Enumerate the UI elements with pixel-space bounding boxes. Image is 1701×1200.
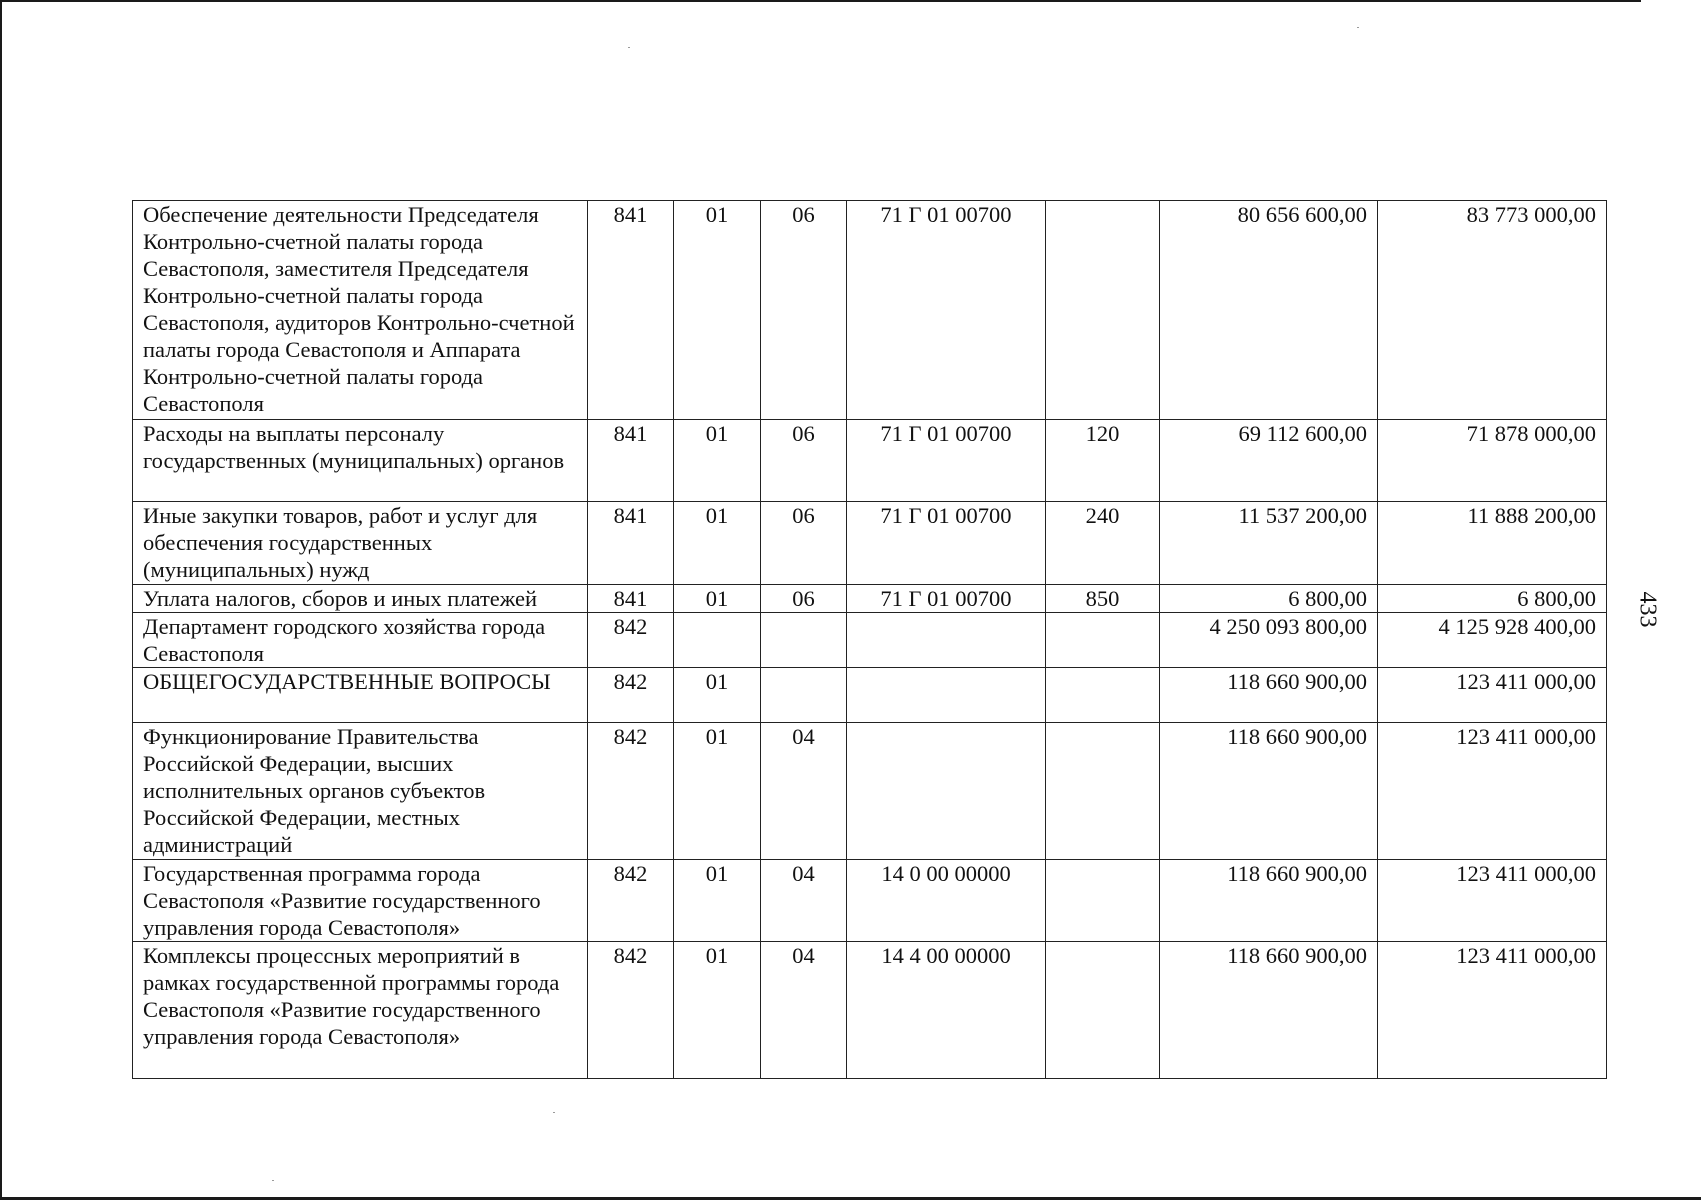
row-name-cell: Иные закупки товаров, работ и услуг для обеспечения государственных (муниципальных) нужд	[133, 502, 588, 585]
table-row	[133, 502, 1607, 585]
expense-type-cell: 120	[1046, 420, 1160, 502]
row-name-cell: Функционирование Правительства Российской Федерации, высших исполнительных органов субъектов Российской Федерации, местных администраций	[133, 723, 588, 860]
section-code-cell: 01	[674, 668, 761, 723]
section-code-cell: 01	[674, 420, 761, 502]
amount-2-cell: 123 411 000,00	[1378, 723, 1607, 860]
table-row	[133, 668, 1607, 723]
ministry-code-cell: 841	[588, 502, 674, 585]
table-row	[133, 723, 1607, 860]
target-code-cell	[847, 723, 1046, 860]
ministry-code-cell: 841	[588, 585, 674, 613]
scan-border-gap	[1641, 0, 1701, 3]
amount-1-cell: 118 660 900,00	[1160, 860, 1378, 942]
ministry-code-cell: 841	[588, 420, 674, 502]
subsection-code-cell: 04	[761, 860, 847, 942]
scan-speck	[553, 1112, 555, 1113]
amount-1-cell: 4 250 093 800,00	[1160, 613, 1378, 668]
row-name-cell: Государственная программа города Севастополя «Развитие государственного управления города Севастополя»	[133, 860, 588, 942]
amount-2-cell: 83 773 000,00	[1378, 201, 1607, 420]
table-row	[133, 613, 1607, 668]
amount-1-cell: 118 660 900,00	[1160, 668, 1378, 723]
subsection-code-cell: 06	[761, 502, 847, 585]
section-code-cell: 01	[674, 860, 761, 942]
row-name-cell: Расходы на выплаты персоналу государственных (муниципальных) органов	[133, 420, 588, 502]
subsection-code-cell: 06	[761, 201, 847, 420]
subsection-code-cell	[761, 613, 847, 668]
ministry-code-cell: 842	[588, 942, 674, 1079]
target-code-cell	[847, 613, 1046, 668]
table-row	[133, 942, 1607, 1079]
amount-2-cell: 123 411 000,00	[1378, 860, 1607, 942]
target-code-cell: 71 Г 01 00700	[847, 585, 1046, 613]
table-row	[133, 420, 1607, 502]
expense-type-cell	[1046, 723, 1160, 860]
subsection-code-cell: 04	[761, 942, 847, 1079]
table-row	[133, 860, 1607, 942]
scan-speck	[272, 1180, 274, 1181]
expense-type-cell	[1046, 860, 1160, 942]
row-name-cell: ОБЩЕГОСУДАРСТВЕННЫЕ ВОПРОСЫ	[133, 668, 588, 723]
row-name-cell: Обеспечение деятельности Председателя Контрольно-счетной палаты города Севастополя, заместителя Председателя Контрольно-счетной палаты города Севастополя, аудиторов Контрольно-счетной палаты города Севастополя и Аппарата Контрольно-счетной палаты города Севастополя	[133, 201, 588, 420]
section-code-cell: 01	[674, 942, 761, 1079]
expense-type-cell: 240	[1046, 502, 1160, 585]
section-code-cell	[674, 613, 761, 668]
amount-2-cell: 71 878 000,00	[1378, 420, 1607, 502]
section-code-cell: 01	[674, 585, 761, 613]
target-code-cell: 14 0 00 00000	[847, 860, 1046, 942]
amount-1-cell: 118 660 900,00	[1160, 723, 1378, 860]
expense-type-cell: 850	[1046, 585, 1160, 613]
amount-2-cell: 4 125 928 400,00	[1378, 613, 1607, 668]
amount-2-cell: 6 800,00	[1378, 585, 1607, 613]
target-code-cell: 71 Г 01 00700	[847, 502, 1046, 585]
expense-type-cell	[1046, 668, 1160, 723]
subsection-code-cell: 06	[761, 420, 847, 502]
subsection-code-cell	[761, 668, 847, 723]
subsection-code-cell: 04	[761, 723, 847, 860]
row-name-cell: Уплата налогов, сборов и иных платежей	[133, 585, 588, 613]
amount-2-cell: 11 888 200,00	[1378, 502, 1607, 585]
table-row	[133, 585, 1607, 613]
budget-table	[132, 200, 1607, 1079]
amount-1-cell: 11 537 200,00	[1160, 502, 1378, 585]
row-name-cell: Комплексы процессных мероприятий в рамках государственной программы города Севастополя «Развитие государственного управления города Севастополя»	[133, 942, 588, 1079]
amount-1-cell: 118 660 900,00	[1160, 942, 1378, 1079]
amount-2-cell: 123 411 000,00	[1378, 668, 1607, 723]
target-code-cell	[847, 668, 1046, 723]
subsection-code-cell: 06	[761, 585, 847, 613]
ministry-code-cell: 841	[588, 201, 674, 420]
page-number: 433	[1634, 591, 1661, 628]
section-code-cell: 01	[674, 502, 761, 585]
expense-type-cell	[1046, 201, 1160, 420]
scan-speck	[1357, 27, 1359, 28]
row-name-cell: Департамент городского хозяйства города Севастополя	[133, 613, 588, 668]
section-code-cell: 01	[674, 723, 761, 860]
scan-speck	[628, 47, 630, 48]
target-code-cell: 14 4 00 00000	[847, 942, 1046, 1079]
section-code-cell: 01	[674, 201, 761, 420]
ministry-code-cell: 842	[588, 668, 674, 723]
amount-2-cell: 123 411 000,00	[1378, 942, 1607, 1079]
ministry-code-cell: 842	[588, 613, 674, 668]
expense-type-cell	[1046, 613, 1160, 668]
ministry-code-cell: 842	[588, 723, 674, 860]
amount-1-cell: 80 656 600,00	[1160, 201, 1378, 420]
target-code-cell: 71 Г 01 00700	[847, 420, 1046, 502]
table-row	[133, 201, 1607, 420]
amount-1-cell: 6 800,00	[1160, 585, 1378, 613]
expense-type-cell	[1046, 942, 1160, 1079]
target-code-cell: 71 Г 01 00700	[847, 201, 1046, 420]
amount-1-cell: 69 112 600,00	[1160, 420, 1378, 502]
ministry-code-cell: 842	[588, 860, 674, 942]
